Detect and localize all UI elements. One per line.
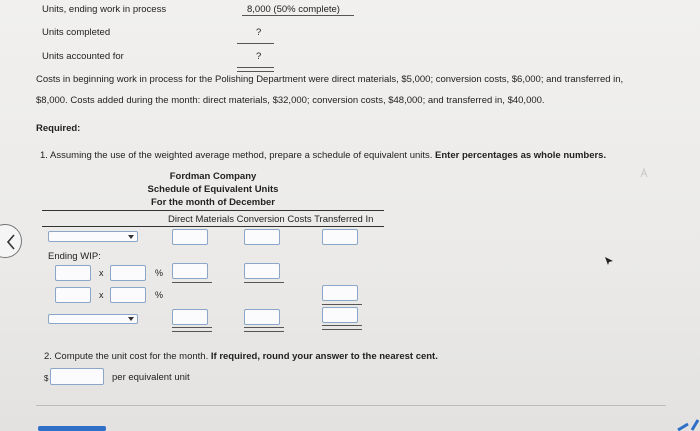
percent-sign-b: % <box>155 290 164 300</box>
percent-sign-a: % <box>155 268 164 278</box>
question-1 <box>40 150 606 161</box>
total-cc-double-rule <box>244 327 284 332</box>
total-conversion-costs-input[interactable] <box>244 309 280 325</box>
units-ending-wip-value: 8,000 (50% complete) <box>247 4 340 15</box>
costs-paragraph-line2: $8,000. Costs added during the month: direct materials, $32,000; conversion costs, $48,000; and transferred in, $40,000. <box>36 95 545 106</box>
ewip-a-dm-underline <box>172 282 212 283</box>
column-direct-materials: Direct Materials Conversion Costs Transferred In <box>168 214 374 225</box>
unit-cost-input[interactable] <box>50 368 104 385</box>
times-sign-b: x <box>99 290 104 300</box>
edit-icon <box>640 168 648 178</box>
ewip-a-percent-input[interactable] <box>110 265 146 281</box>
schedule-title: Schedule of Equivalent Units <box>147 184 279 195</box>
row1-conversion-costs-input[interactable] <box>244 229 280 245</box>
question-2-text: 2. Compute the unit cost for the month. <box>44 351 209 362</box>
schedule-company: Fordman Company <box>169 171 257 182</box>
units-accounted-label: Units accounted for <box>42 51 124 62</box>
ending-wip-label: Ending WIP: <box>48 251 101 262</box>
chevron-down-icon <box>128 317 134 321</box>
previous-button[interactable] <box>0 224 22 258</box>
costs-paragraph-line1: Costs in beginning work in process for the Polishing Department were direct materials, $5,000; conversion costs, $6,000; and transferred in, <box>36 74 624 85</box>
units-accounted-value: ? <box>256 51 262 62</box>
units-ending-wip-label: Units, ending work in process <box>42 4 167 15</box>
units-completed-value: ? <box>256 27 262 38</box>
units-double-rule <box>237 67 274 72</box>
row1-transferred-in-input[interactable] <box>322 229 358 245</box>
column-header-rule <box>42 226 384 227</box>
ewip-b-percent-input[interactable] <box>110 287 146 303</box>
question-1-instruction: Enter percentages as whole numbers. <box>435 150 607 161</box>
ewip-b-units-input[interactable] <box>55 287 91 303</box>
chevron-left-icon <box>6 234 16 250</box>
row1-direct-materials-input[interactable] <box>172 229 208 245</box>
next-arrow-icon[interactable] <box>676 418 700 431</box>
ewip-a-conversion-costs-input[interactable] <box>244 263 280 279</box>
ewip-b-transferred-in-input[interactable] <box>322 285 358 301</box>
total-label-select[interactable] <box>48 314 138 324</box>
required-label: Required: <box>36 123 81 134</box>
ewip-a-direct-materials-input[interactable] <box>172 263 208 279</box>
ewip-a-units-input[interactable] <box>55 265 91 281</box>
units-completed-label: Units completed <box>42 27 111 38</box>
schedule-period: For the month of December <box>150 197 276 208</box>
times-sign-a: x <box>99 268 104 278</box>
bottom-nav-bar[interactable] <box>38 426 106 431</box>
total-direct-materials-input[interactable] <box>172 309 208 325</box>
question-1-text: 1. Assuming the use of the weighted average method, prepare a schedule of equivalent units. <box>40 150 433 161</box>
unit-cost-suffix: per equivalent unit <box>112 372 190 383</box>
units-rule-2 <box>237 43 274 44</box>
ewip-a-cc-underline <box>244 282 284 283</box>
question-2-instruction: If required, round your answer to the nearest cent. <box>210 351 438 362</box>
units-rule-1 <box>242 15 354 16</box>
row1-units-select[interactable] <box>48 231 138 242</box>
schedule-header-rule <box>42 210 384 211</box>
total-ti-double-rule <box>322 325 362 330</box>
total-dm-double-rule <box>172 327 212 332</box>
total-transferred-in-input[interactable] <box>322 307 358 323</box>
ewip-b-ti-underline <box>322 304 362 305</box>
question-2 <box>44 351 438 362</box>
chevron-down-icon <box>128 235 134 239</box>
cursor-icon <box>604 256 614 266</box>
section-divider <box>36 405 666 406</box>
dollar-sign: $ <box>44 374 49 383</box>
